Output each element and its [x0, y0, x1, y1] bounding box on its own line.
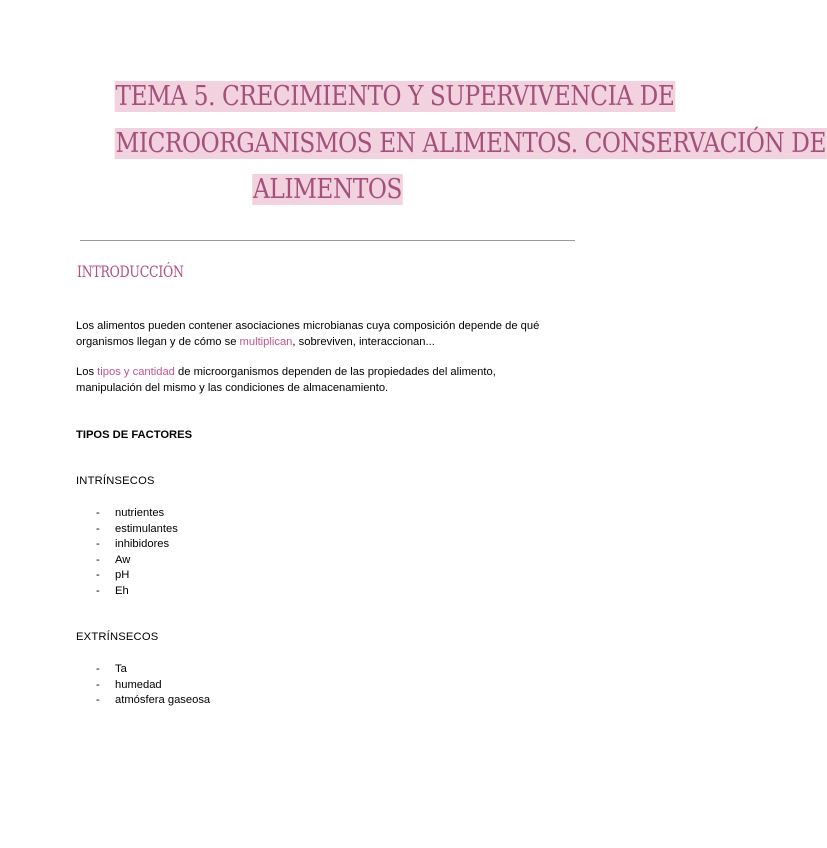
document-title — [115, 74, 826, 214]
highlight-tipos-cantidad: tipos y cantidad — [97, 366, 175, 378]
list-item: - Aw — [96, 553, 131, 566]
intro-paragraph-2 — [76, 365, 576, 396]
list-item: - Ta — [96, 663, 127, 675]
intro-p2-line2: manipulación del mismo y las condiciones de almacenamiento. — [76, 381, 389, 394]
title-line-3: ALIMENTOS — [253, 174, 402, 205]
list-item: - atmósfera gaseosa — [96, 694, 211, 707]
highlight-multiplican: multiplican — [239, 335, 293, 348]
extrinsic-heading: EXTRÍNSECOS — [76, 631, 159, 643]
intro-p1-line1: Los alimentos pueden contener asociaciones microbianas cuya composición depende de qué — [76, 320, 540, 332]
list-item: - Eh — [96, 584, 129, 597]
intrinsic-heading: INTRÍNSECOS — [76, 475, 155, 487]
intro-paragraph-1 — [76, 319, 576, 350]
intro-heading: INTRODUCCIÓN — [77, 262, 184, 281]
list-item: - humedad — [96, 678, 162, 691]
list-item: - estimulantes — [96, 522, 178, 535]
list-item: - pH — [96, 569, 130, 582]
intro-p1-line2: organismos llegan y de cómo se multiplican, sobreviven, interaccionan... — [76, 335, 435, 348]
title-line-2: MICROORGANISMOS EN ALIMENTOS. CONSERVACIÓN DE — [115, 127, 826, 159]
list-item: - inhibidores — [96, 538, 170, 551]
factors-heading: TIPOS DE FACTORES — [76, 429, 193, 441]
title-line-1: TEMA 5. CRECIMIENTO Y SUPERVIVENCIA DE — [115, 81, 675, 112]
intrinsic-list — [96, 506, 178, 600]
intro-p2-line1: Los tipos y cantidad de microorganismos dependen de las propiedades del alimento, — [76, 366, 496, 378]
horizontal-rule — [80, 240, 575, 241]
list-item: - nutrientes — [96, 507, 165, 519]
extrinsic-list — [96, 662, 210, 709]
